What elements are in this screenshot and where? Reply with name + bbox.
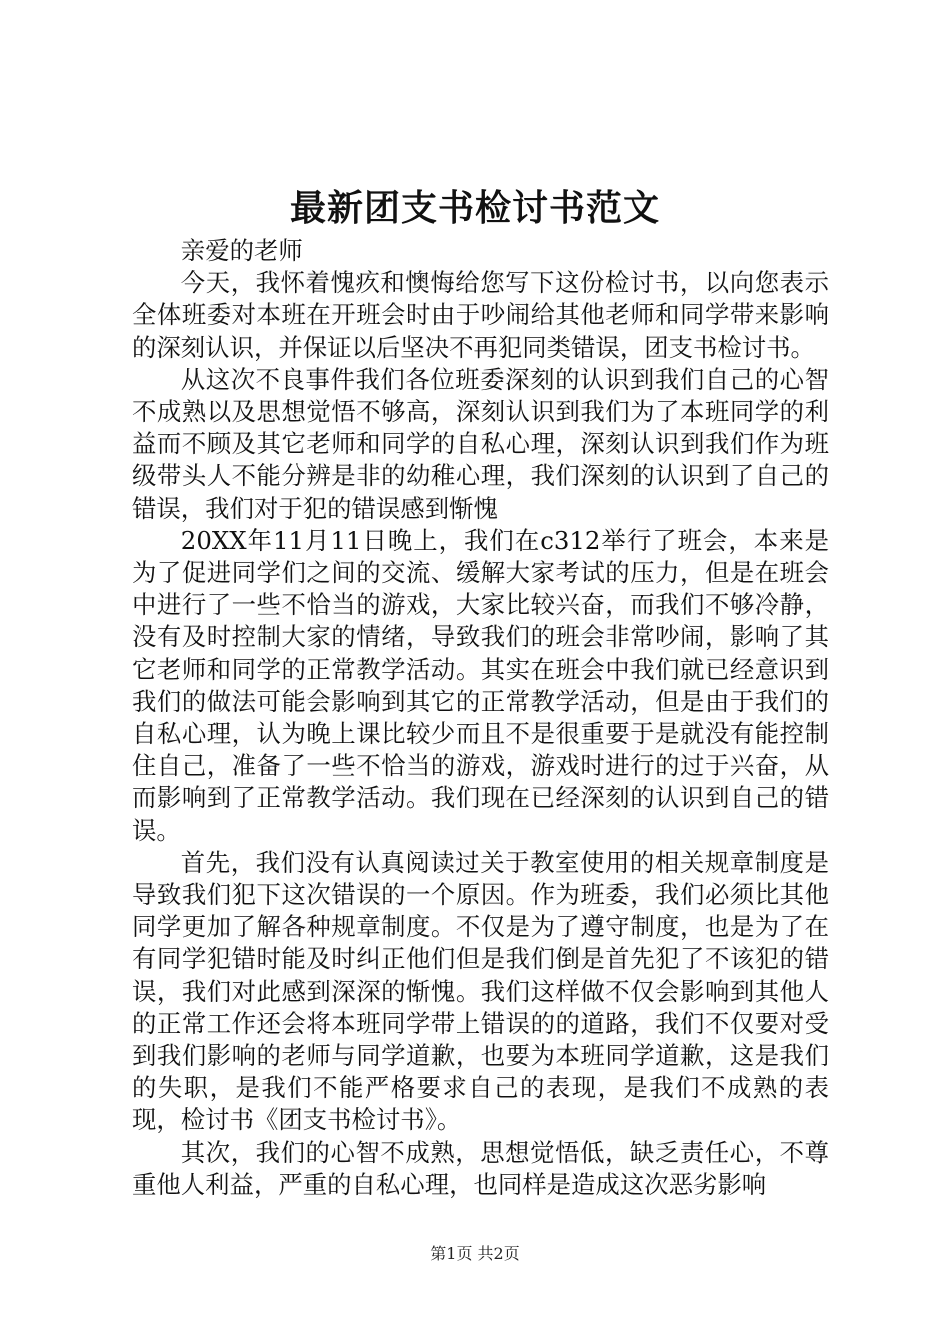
paragraph-5: 其次，我们的心智不成熟，思想觉悟低，缺乏责任心，不尊重他人利益，严重的自私心理，也同样是造成这次恶劣影响 — [132, 1137, 829, 1199]
document-title: 最新团支书检讨书范文 — [289, 187, 660, 229]
document-body — [132, 235, 829, 1201]
salutation: 亲爱的老师 — [180, 236, 303, 265]
paragraph-3: 20XX年11月11日晚上，我们在c312举行了班会，本来是为了促进同学们之间的交流、缓解大家考试的压力，但是在班会中进行了一些不恰当的游戏，大家比较兴奋，而我们不够冷静，没有及时控制大家的情绪，导致我们的班会非常吵闹，影响了其它老师和同学的正常教学活动。其实在班会中我们就已经意识到我们的做法可能会影响到其它的正常教学活动，但是由于我们的自私心理，认为晚上课比较少而且不是很重要于是就没有能控制住自己，准备了一些不恰当的游戏，游戏时进行的过于兴奋，从而影响到了正常教学活动。我们现在已经深刻的认识到自己的错误。 — [132, 525, 829, 845]
paragraph-1: 今天，我怀着愧疚和懊悔给您写下这份检讨书，以向您表示全体班委对本班在开班会时由于吵闹给其他老师和同学带来影响的深刻认识，并保证以后坚决不再犯同类错误，团支书检讨书。 — [132, 268, 829, 362]
paragraph-4: 首先，我们没有认真阅读过关于教室使用的相关规章制度是导致我们犯下这次错误的一个原因。作为班委，我们必须比其他同学更加了解各种规章制度。不仅是为了遵守制度，也是为了在有同学犯错时能及时纠正他们但是我们倒是首先犯了不该犯的错误，我们对此感到深深的惭愧。我们这样做不仅会影响到其他人的正常工作还会将本班同学带上错误的的道路，我们不仅要对受到我们影响的老师与同学道歉，也要为本班同学道歉，这是我们的失职，是我们不能严格要求自己的表现，是我们不成熟的表现，检讨书《团支书检讨书》。 — [132, 847, 829, 1135]
paragraph-2: 从这次不良事件我们各位班委深刻的认识到我们自己的心智不成熟以及思想觉悟不够高，深刻认识到我们为了本班同学的利益而不顾及其它老师和同学的自私心理，深刻认识到我们作为班级带头人不能分辨是非的幼稚心理，我们深刻的认识到了自己的错误，我们对于犯的错误感到惭愧 — [132, 364, 829, 523]
page-footer: 第1页 共2页 — [430, 1244, 520, 1263]
